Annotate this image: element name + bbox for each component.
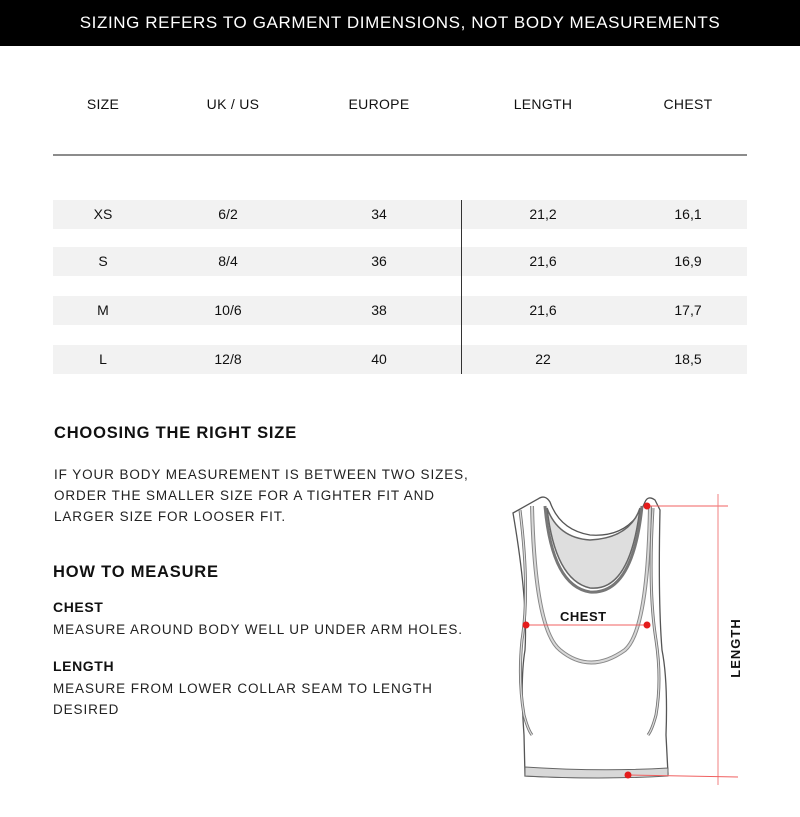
- cell-europe: 40: [371, 351, 387, 367]
- cell-europe: 34: [371, 206, 387, 222]
- choosing-line: LARGER SIZE FOR LOOSER FIT.: [54, 509, 287, 524]
- table-row-s: [53, 247, 747, 276]
- header-size: SIZE: [86, 96, 120, 112]
- choosing-line: ORDER THE SMALLER SIZE FOR A TIGHTER FIT AND: [54, 488, 435, 503]
- length-line: MEASURE FROM LOWER COLLAR SEAM TO LENGTH: [53, 681, 433, 696]
- length-heading: LENGTH: [53, 658, 115, 674]
- cell-length: 21,2: [529, 206, 557, 222]
- header-chest: CHEST: [663, 96, 713, 112]
- cell-chest: 16,9: [674, 253, 702, 269]
- table-row-xs: [53, 200, 747, 229]
- cell-uk-us: 6/2: [218, 206, 238, 222]
- cell-chest: 16,1: [674, 206, 702, 222]
- cell-length: 21,6: [529, 253, 557, 269]
- tank-top-garment-icon: [490, 480, 760, 800]
- chest-heading: CHEST: [53, 599, 104, 615]
- length-diagram-label: LENGTH: [728, 618, 743, 678]
- length-instructions: [53, 678, 433, 720]
- choosing-line: IF YOUR BODY MEASUREMENT IS BETWEEN TWO SIZES,: [54, 467, 469, 482]
- sizing-banner: [0, 0, 800, 46]
- chest-instructions: MEASURE AROUND BODY WELL UP UNDER ARM HOLES.: [53, 622, 463, 637]
- header-divider: [53, 154, 747, 156]
- cell-length: 21,6: [529, 302, 557, 318]
- header-uk-us: UK / US: [206, 96, 260, 112]
- column-divider: [461, 200, 462, 374]
- cell-chest: 17,7: [674, 302, 702, 318]
- table-row-m: [53, 296, 747, 325]
- choosing-text: [54, 464, 469, 527]
- header-length: LENGTH: [513, 96, 573, 112]
- how-to-measure-title: HOW TO MEASURE: [53, 563, 219, 581]
- cell-length: 22: [535, 351, 551, 367]
- header-europe: EUROPE: [348, 96, 410, 112]
- cell-uk-us: 10/6: [214, 302, 242, 318]
- cell-uk-us: 12/8: [214, 351, 242, 367]
- cell-size: M: [97, 302, 109, 318]
- cell-size: S: [98, 253, 108, 269]
- chest-diagram-label: CHEST: [560, 609, 607, 624]
- cell-uk-us: 8/4: [218, 253, 238, 269]
- cell-size: L: [99, 351, 107, 367]
- cell-size: XS: [93, 206, 113, 222]
- banner-text: SIZING REFERS TO GARMENT DIMENSIONS, NOT BODY MEASUREMENTS: [79, 13, 721, 32]
- cell-chest: 18,5: [674, 351, 702, 367]
- choosing-title: CHOOSING THE RIGHT SIZE: [54, 424, 297, 442]
- cell-europe: 36: [371, 253, 387, 269]
- table-row-l: [53, 345, 747, 374]
- length-line: DESIRED: [53, 702, 120, 717]
- cell-europe: 38: [371, 302, 387, 318]
